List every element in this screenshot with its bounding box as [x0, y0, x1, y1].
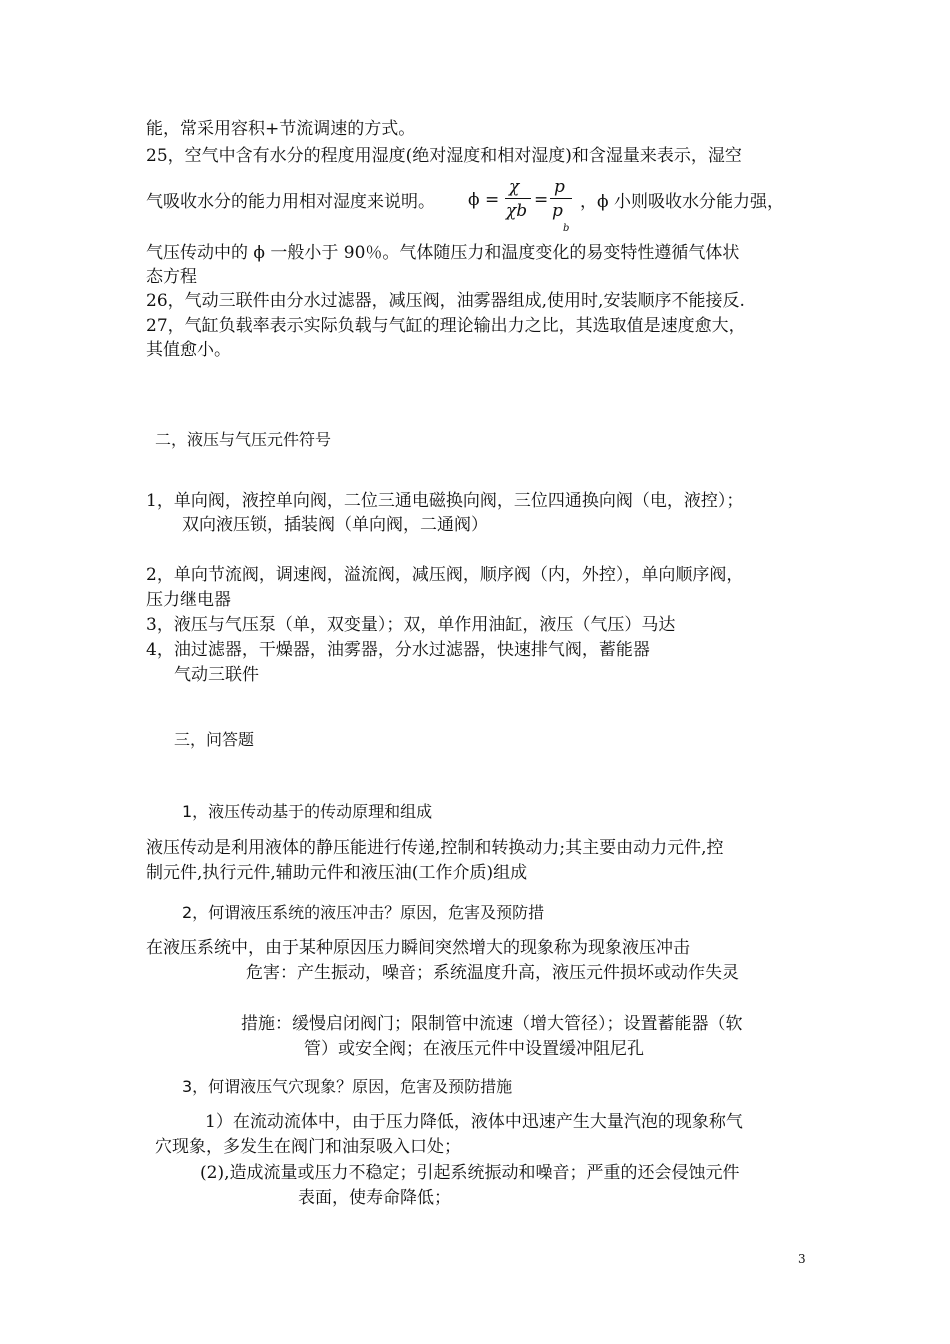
answer-text: (2),造成流量或压力不稳定；引起系统振动和噪音；严重的还会侵蚀元件 [200, 1163, 740, 1183]
text-line: 气压传动中的 ϕ 一般小于 90％。气体随压力和温度变化的易变特性遵循气体状 [146, 243, 740, 263]
formula-numerator: p [554, 177, 565, 197]
answer-text: 在液压系统中，由于某种原因压力瞬间突然增大的现象称为现象液压冲击 [146, 938, 690, 958]
list-item: 双向液压锁，插装阀（单向阀，二通阀） [182, 515, 488, 535]
fraction-bar [505, 198, 531, 199]
formula-denominator: p [552, 201, 563, 221]
text-line: ，ϕ 小则吸收水分能力强， [580, 192, 784, 212]
answer-text: 表面，使寿命降低； [298, 1188, 451, 1208]
answer-text: 1）在流动流体中，由于压力降低，液体中迅速产生大量汽泡的现象称气 [205, 1112, 743, 1132]
list-item: 4，油过滤器，干燥器，油雾器，分水过滤器，快速排气阀，蓄能器 [146, 640, 650, 660]
list-item: 2，单向节流阀，调速阀，溢流阀，减压阀，顺序阀（内，外控），单向顺序阀， [146, 565, 744, 585]
section-heading: 二，液压与气压元件符号 [155, 430, 332, 449]
page-number: 3 [798, 1252, 806, 1266]
formula-equals: = [485, 190, 500, 210]
list-item: 1，单向阀，液控单向阀，二位三通电磁换向阀，三位四通换向阀（电，液控）； [146, 491, 744, 511]
text-line: 能，常采用容积+节流调速的方式。 [146, 119, 416, 139]
answer-text: 制元件,执行元件,辅助元件和液压油(工作介质)组成 [146, 863, 528, 883]
answer-text: 穴现象，多发生在阀门和油泵吸入口处； [155, 1137, 461, 1157]
formula-denominator: χb [506, 201, 528, 221]
text-line: 25，空气中含有水分的程度用湿度(绝对湿度和相对湿度)和含湿量来表示，湿空 [146, 146, 742, 166]
formula-numerator: χ [509, 177, 520, 197]
text-line: 26，气动三联件由分水过滤器，减压阀，油雾器组成,使用时,安装顺序不能接反. [146, 291, 745, 311]
answer-text: 措施：缓慢启闭阀门；限制管中流速（增大管径）；设置蓄能器（软 [241, 1014, 743, 1034]
text-line: 气吸收水分的能力用相对湿度来说明。 [146, 192, 435, 212]
question-heading: 3，何谓液压气穴现象？原因，危害及预防措施 [182, 1077, 513, 1096]
answer-text: 管）或安全阀；在液压元件中设置缓冲阻尼孔 [304, 1039, 644, 1059]
text-line: 态方程 [146, 267, 197, 287]
section-heading: 三，问答题 [174, 730, 255, 749]
list-item: 压力继电器 [146, 590, 231, 610]
list-item: 气动三联件 [174, 665, 259, 685]
formula-subscript: b [563, 223, 570, 234]
fraction-bar [550, 198, 572, 199]
text-line: 27，气缸负载率表示实际负载与气缸的理论输出力之比，其选取值是速度愈大， [146, 316, 746, 336]
formula-equals: = [534, 190, 549, 210]
list-item: 3，液压与气压泵（单，双变量）；双，单作用油缸，液压（气压）马达 [146, 615, 676, 635]
question-heading: 2，何谓液压系统的液压冲击？原因，危害及预防措 [182, 903, 545, 922]
question-heading: 1，液压传动基于的传动原理和组成 [182, 802, 433, 821]
humidity-formula [468, 177, 580, 237]
answer-text: 液压传动是利用液体的静压能进行传递,控制和转换动力;其主要由动力元件,控 [146, 838, 724, 858]
answer-text: 危害：产生振动，噪音；系统温度升高，液压元件损坏或动作失灵 [246, 963, 739, 983]
formula-phi: ϕ [468, 190, 480, 210]
text-line: 其值愈小。 [146, 340, 231, 360]
